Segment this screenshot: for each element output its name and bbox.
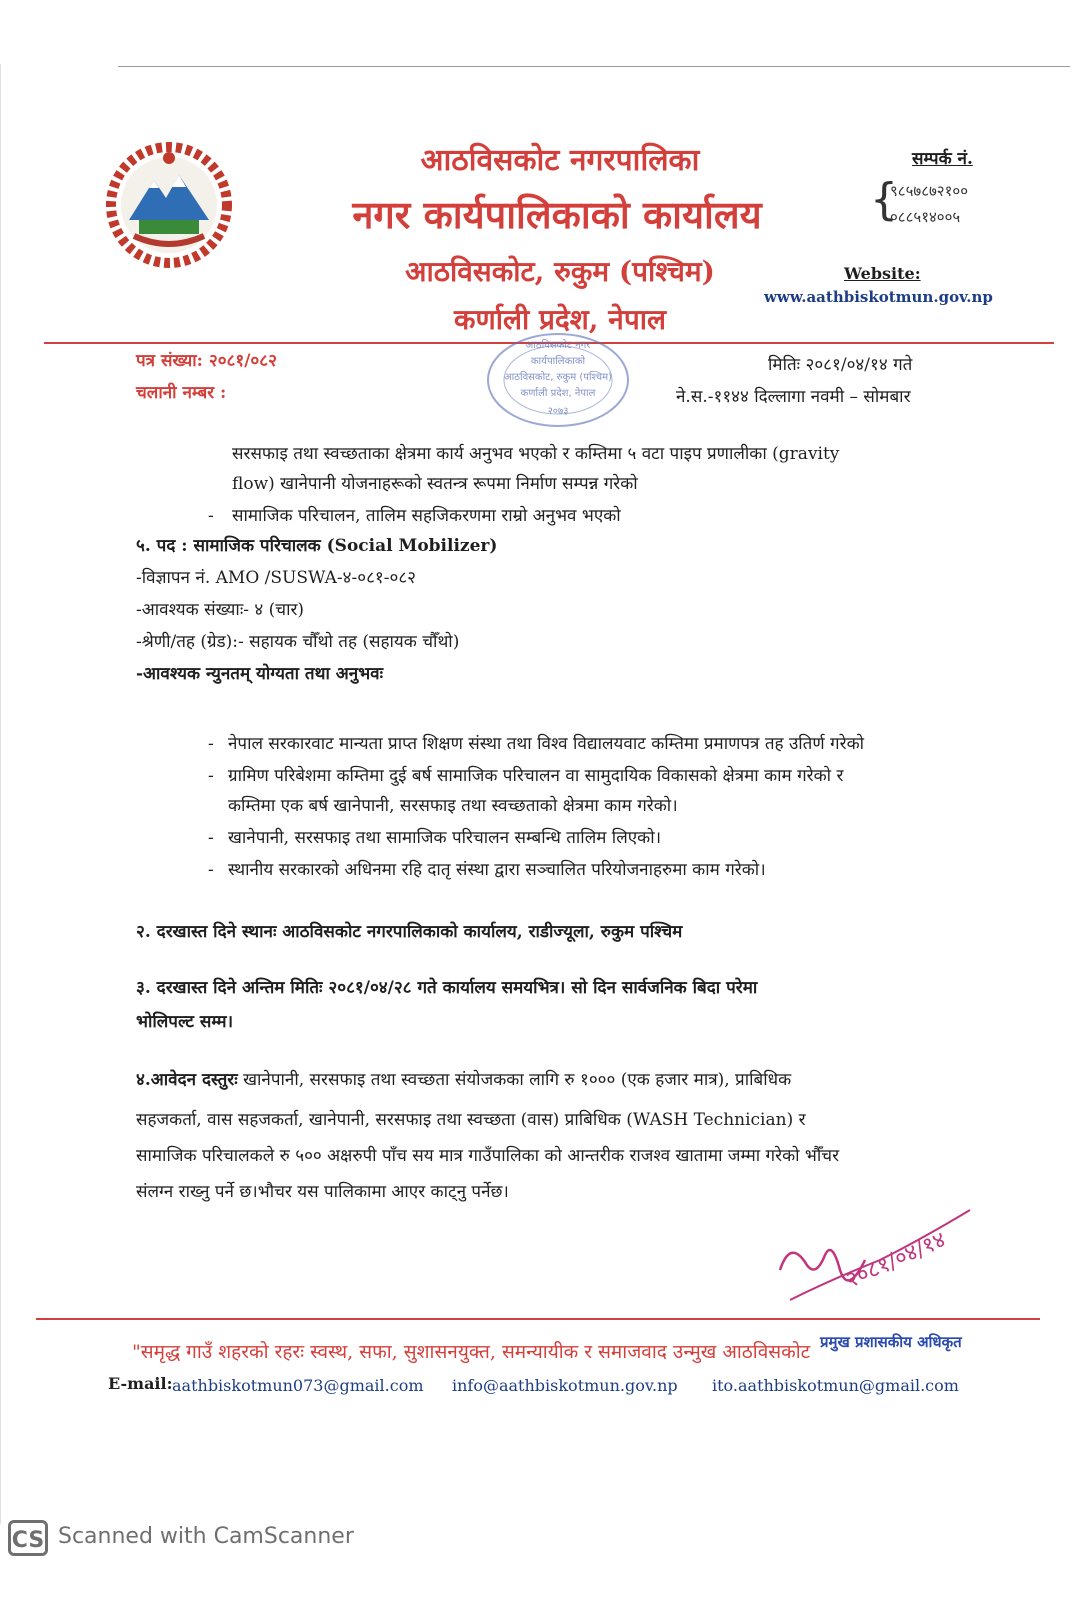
fee-paragraph-line-3: सामाजिक परिचालकले रु ५०० अक्षरुपी पाँच सय मात्र गाउँपालिका को आन्तरीक राजश्व खातामा जम्मा गरेको भौँचर <box>136 1146 840 1166</box>
website-label: Website: <box>844 264 921 283</box>
footer-divider <box>36 1318 1040 1320</box>
email-label: E-mail: <box>108 1374 173 1393</box>
qualification-item: खानेपानी, सरसफाइ तथा सामाजिक परिचालन सम्बन्धि तालिम लिएको। <box>228 828 662 848</box>
qualification-item: स्थानीय सरकारको अधिनमा रहि दातृ संस्था द्वारा सञ्चालित परियोजनाहरुमा काम गरेको। <box>228 860 766 880</box>
intro-line-2: flow) खानेपानी योजनाहरूको स्वतन्त्र रूपमा निर्माण सम्पन्न गरेको <box>232 474 638 494</box>
required-count: -आवश्यक संख्याः- ४ (चार) <box>136 600 305 620</box>
bullet-dash: - <box>208 734 214 754</box>
province-name: कर्णाली प्रदेश, नेपाल <box>453 303 666 336</box>
camscanner-watermark: Scanned with CamScanner <box>58 1524 354 1549</box>
handwritten-signature <box>770 1200 980 1320</box>
qualification-item: नेपाल सरकारवाट मान्यता प्राप्त शिक्षण संस्था तथा विश्व विद्यालयवाट कम्तिमा प्रमाणपत्र तह उतिर्ण गरेको <box>228 734 865 754</box>
email-link-1[interactable]: aathbiskotmun073@gmail.com <box>172 1376 424 1395</box>
municipality-name: आठविसकोट नगरपालिका <box>420 143 700 178</box>
fee-paragraph-line-2: सहजकर्ता, वास सहजकर्ता, खानेपानी, सरसफाइ तथा स्वच्छता (वास) प्राबिधिक (WASH Technician) र <box>136 1110 806 1130</box>
deadline-line-1: ३. दरखास्त दिने अन्तिम मितिः २०८१/०४/२८ गते कार्यालय समयभित्र। सो दिन सार्वजनिक बिदा परेमा <box>136 978 758 998</box>
patra-sankhya: पत्र संख्या: २०८१/०८२ <box>136 351 277 371</box>
qualification-item: कम्तिमा एक बर्ष खानेपानी, सरसफाइ तथा स्वच्छताको क्षेत्रमा काम गरेको। <box>228 796 678 816</box>
office-name: नगर कार्यपालिकाको कार्यालय <box>352 192 762 237</box>
footer-motto: "समृद्ध गाउँ शहरको रहरः स्वस्थ, सफा, सुशासनयुक्त, समन्यायीक र समाजवाद उन्मुख आठविसकोट <box>132 1341 811 1363</box>
bullet-dash: - <box>208 860 214 880</box>
stamp-line: आठविसकोट नगर <box>525 340 591 351</box>
nepal-emblem-logo <box>104 140 234 270</box>
office-seal-stamp <box>478 328 638 438</box>
stamp-line: २०७३ <box>547 406 569 417</box>
email-link-2[interactable]: info@aathbiskotmun.gov.np <box>452 1376 678 1395</box>
phone-number-2: ०८८५१४००५ <box>890 208 961 226</box>
deadline-line-2: भोलिपल्ट सम्म। <box>136 1012 234 1032</box>
nepal-sambat-date: ने.स.-११४४ दिल्लागा नवमी – सोमबार <box>676 387 911 407</box>
email-link-3[interactable]: ito.aathbiskotmun@gmail.com <box>712 1376 959 1395</box>
office-location: आठविसकोट, रुकुम (पश्चिम) <box>405 255 715 288</box>
svg-text:२०८१/०४/१४: २०८१/०४/१४ <box>842 1227 950 1294</box>
officer-stamp: प्रमुख प्रशासकीय अधिकृत <box>820 1333 962 1351</box>
stamp-line: आठविसकोट, रुकुम (पश्चिम) <box>503 372 613 383</box>
qualification-heading: -आवश्यक न्युनतम् योग्यता तथा अनुभवः <box>136 664 384 684</box>
qualification-item: ग्रामिण परिबेशमा कम्तिमा दुई बर्ष सामाजिक परिचालन वा सामुदायिक विकासको क्षेत्रमा काम गरेको र <box>228 766 844 786</box>
top-rule <box>118 66 1070 67</box>
fee-paragraph-line-1 <box>136 1068 956 1092</box>
phone-number-1: ९८५७८७२१०० <box>890 182 969 200</box>
brace-icon: { <box>870 174 898 225</box>
fee-label: ४.आवेदन दस्तुरः <box>136 1070 238 1090</box>
website-url[interactable]: www.aathbiskotmun.gov.np <box>764 288 993 306</box>
page-edge <box>0 64 1 1524</box>
post-title: ५. पद : सामाजिक परिचालक (Social Mobilizer) <box>136 536 498 556</box>
application-place: २. दरखास्त दिने स्थानः आठविसकोट नगरपालिकाको कार्यालय, राडीज्यूला, रुकुम पश्चिम <box>136 922 683 942</box>
contact-label: सम्पर्क नं. <box>912 149 973 169</box>
vigyapan-number: -विज्ञापन नं. AMO /SUSWA-४-०८१-०८२ <box>136 568 417 588</box>
fee-text: खानेपानी, सरसफाइ तथा स्वच्छता संयोजकका लागि रु १००० (एक हजार मात्र), प्राबिधिक <box>243 1070 792 1090</box>
chalani-number: चलानी नम्बर : <box>136 383 227 403</box>
intro-line-1: सरसफाइ तथा स्वच्छताका क्षेत्रमा कार्य अनुभव भएको र कम्तिमा ५ वटा पाइप प्रणालीका (gravity <box>232 444 840 464</box>
letter-date: मितिः २०८१/०४/१४ गते <box>768 355 913 375</box>
bullet-dash: - <box>208 506 214 526</box>
bullet-dash: - <box>208 766 214 786</box>
grade-level: -श्रेणी/तह (ग्रेड):- सहायक चौँथो तह (सहायक चौँथो) <box>136 632 460 652</box>
fee-paragraph-line-4: संलग्न राख्नु पर्ने छ।भौचर यस पालिकामा आएर काट्नु पर्नेछ। <box>136 1182 509 1202</box>
bullet-dash: - <box>208 828 214 848</box>
intro-bullet: सामाजिक परिचालन, तालिम सहजिकरणमा राम्रो अनुभव भएको <box>232 506 621 526</box>
stamp-line: कार्यपालिकाको <box>530 356 586 367</box>
camscanner-logo: CS <box>8 1520 48 1556</box>
stamp-line: कर्णाली प्रदेश, नेपाल <box>520 388 596 399</box>
